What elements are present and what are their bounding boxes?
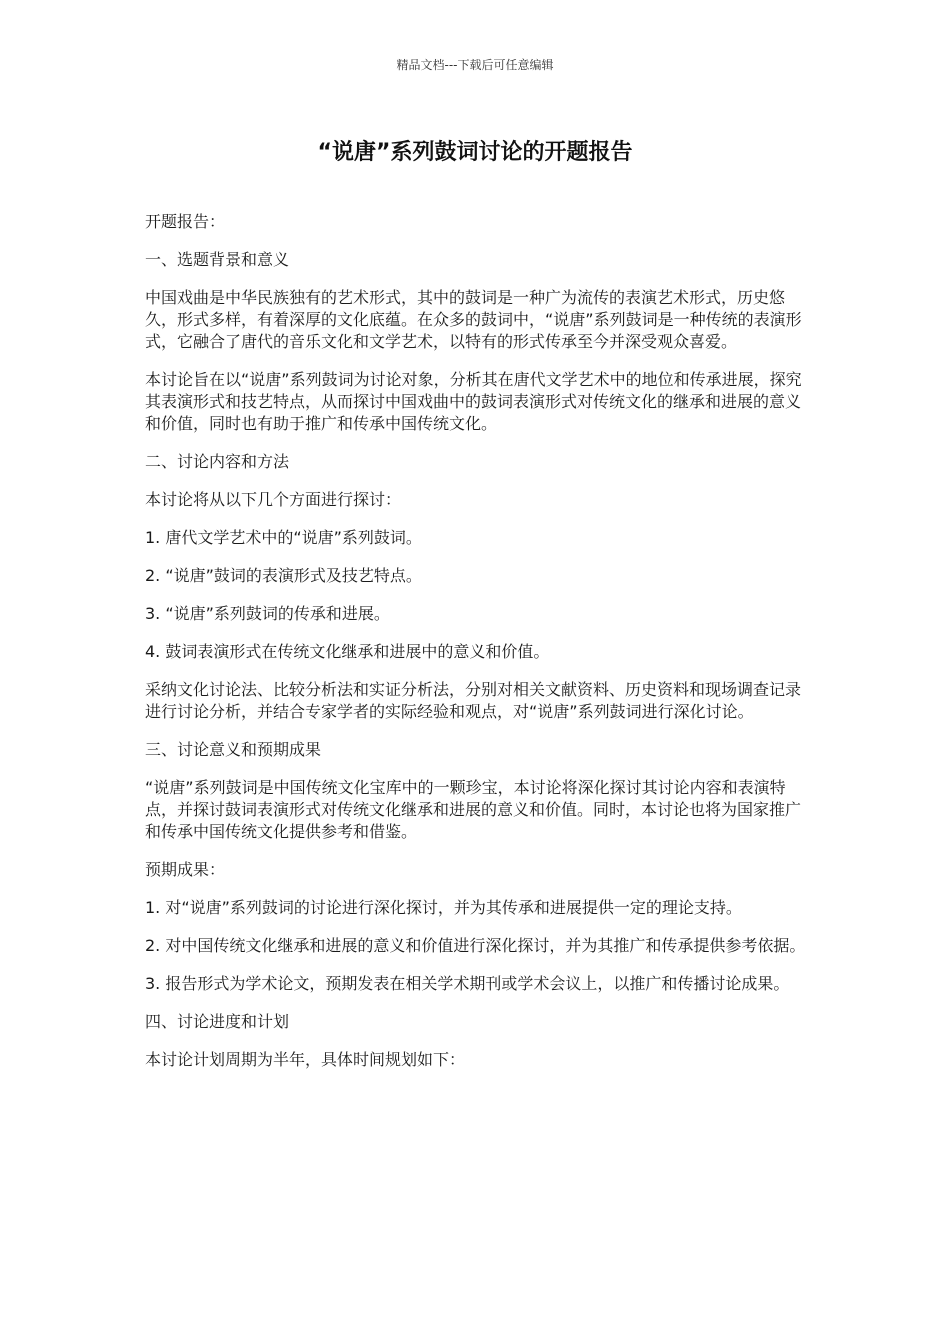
list-item: 3. “说唐”系列鼓词的传承和进展。 (145, 604, 390, 623)
document-body (145, 211, 810, 1087)
expected-results-label: 预期成果： (145, 860, 226, 879)
schedule-intro: 本讨论计划周期为半年，具体时间规划如下： (145, 1050, 466, 1069)
list-item: 1. 对“说唐”系列鼓词的讨论进行深化探讨，并为其传承和进展提供一定的理论支持。 (145, 898, 742, 917)
background-paragraph: 中国戏曲是中华民族独有的艺术形式，其中的鼓词是一种广为流传的表演艺术形式，历史悠久，形式多样，有着深厚的文化底蕴。在众多的鼓词中，“说唐”系列鼓词是一种传统的表演形式，它融合了唐代的音乐文化和文学艺术，以特有的形式传承至今并深受观众喜爱。 (145, 288, 802, 351)
page-header: 精品文档---下载后可任意编辑 (396, 58, 554, 72)
method-paragraph: 采纳文化讨论法、比较分析法和实证分析法，分别对相关文献资料、历史资料和现场调查记录进行讨论分析，并结合专家学者的实际经验和观点，对“说唐”系列鼓词进行深化讨论。 (145, 680, 802, 721)
section-heading-background: 一、选题背景和意义 (145, 250, 290, 269)
list-item: 2. 对中国传统文化继承和进展的意义和价值进行深化探讨，并为其推广和传承提供参考依据。 (145, 936, 806, 955)
list-item: 4. 鼓词表演形式在传统文化继承和进展中的意义和价值。 (145, 642, 550, 661)
document-title: “说唐”系列鼓词讨论的开题报告 (317, 140, 633, 165)
section-heading-significance: 三、讨论意义和预期成果 (145, 740, 322, 759)
aspects-intro: 本讨论将从以下几个方面进行探讨： (145, 490, 402, 509)
purpose-paragraph: 本讨论旨在以“说唐”系列鼓词为讨论对象，分析其在唐代文学艺术中的地位和传承进展，探究其表演形式和技艺特点，从而探讨中国戏曲中的鼓词表演形式对传统文化的继承和进展的意义和价值，同时也有助于推广和传承中国传统文化。 (145, 370, 802, 433)
section-heading-schedule: 四、讨论进度和计划 (145, 1012, 290, 1031)
list-item: 2. “说唐”鼓词的表演形式及技艺特点。 (145, 566, 422, 585)
list-item: 1. 唐代文学艺术中的“说唐”系列鼓词。 (145, 528, 422, 547)
significance-paragraph: “说唐”系列鼓词是中国传统文化宝库中的一颗珍宝，本讨论将深化探讨其讨论内容和表演特点，并探讨鼓词表演形式对传统文化继承和进展的意义和价值。同时，本讨论也将为国家推广和传承中国传统文化提供参考和借鉴。 (145, 778, 802, 841)
intro-label: 开题报告： (145, 212, 226, 231)
list-item: 3. 报告形式为学术论文，预期发表在相关学术期刊或学术会议上，以推广和传播讨论成果。 (145, 974, 790, 993)
section-heading-content-method: 二、讨论内容和方法 (145, 452, 290, 471)
